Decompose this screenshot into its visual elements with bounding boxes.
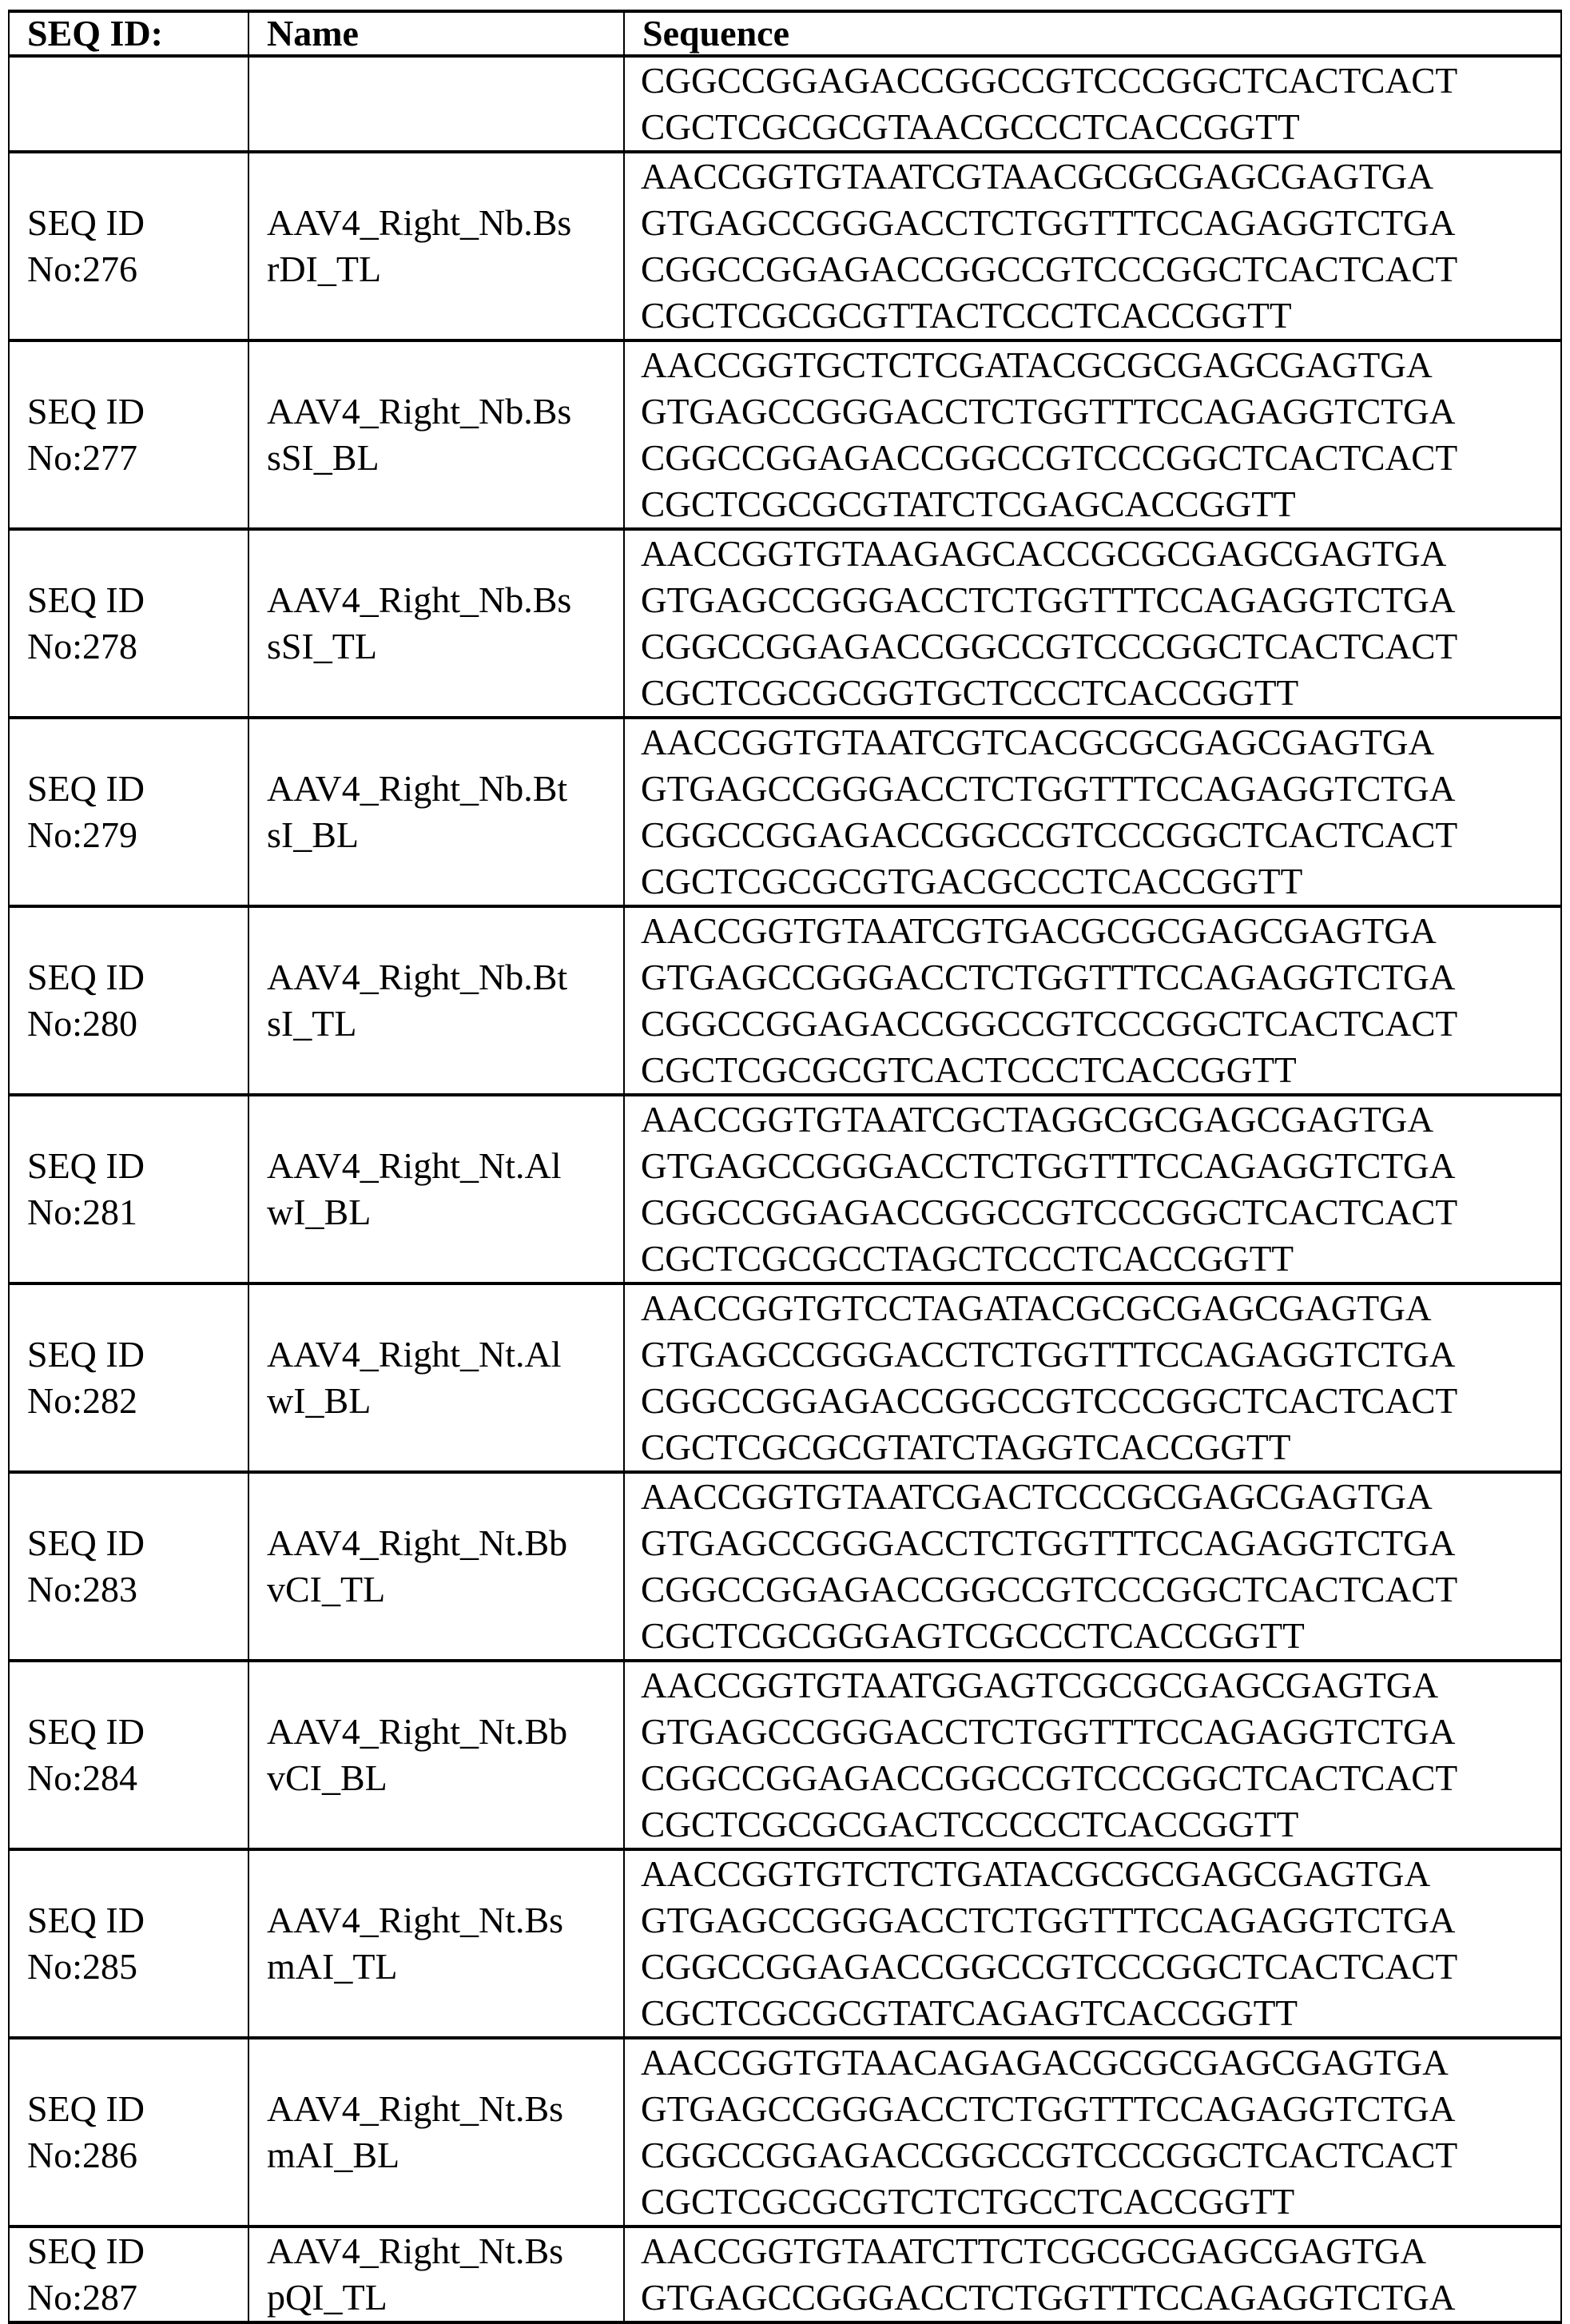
sequence-line: CGCTCGCGCGGTGCTCCCTCACCGGTT bbox=[641, 672, 1299, 713]
seq-id-line: SEQ ID bbox=[27, 1334, 145, 1375]
name-line: AAV4_Right_Nb.Bt bbox=[267, 957, 568, 997]
sequence-cell bbox=[624, 1472, 1561, 1661]
sequence-line: CGCTCGCGCCTAGCTCCCTCACCGGTT bbox=[641, 1238, 1294, 1279]
sequence-cell bbox=[624, 1095, 1561, 1283]
name-cell bbox=[248, 1661, 624, 1849]
sequence-line: CGCTCGCGCGTATCAGAGTCACCGGTT bbox=[641, 1992, 1298, 2033]
table-row bbox=[9, 340, 1561, 529]
table-row bbox=[9, 1661, 1561, 1849]
name-cell bbox=[248, 906, 624, 1095]
seq-id-cell bbox=[9, 906, 248, 1095]
sequence-line: CGCTCGCGCGTCTCTGCCTCACCGGTT bbox=[641, 2181, 1295, 2222]
name-cell bbox=[248, 2038, 624, 2227]
sequence-line: GTGAGCCGGGACCTCTGGTTTCCAGAGGTCTGA bbox=[641, 391, 1456, 432]
sequence-line: CGGCCGGAGACCGGCCGTCCCGGCTCACTCACT bbox=[641, 1192, 1458, 1232]
sequence-line: GTGAGCCGGGACCTCTGGTTTCCAGAGGTCTGA bbox=[641, 1711, 1456, 1752]
name-line: mAI_BL bbox=[267, 2135, 400, 2175]
seq-id-cell bbox=[9, 718, 248, 906]
seq-id-line: No:285 bbox=[27, 1946, 137, 1987]
name-line: AAV4_Right_Nt.Bb bbox=[267, 1522, 568, 1563]
sequence-line: CGCTCGCGCGTCACTCCCTCACCGGTT bbox=[641, 1049, 1297, 1090]
table-row bbox=[9, 152, 1561, 340]
table-row bbox=[9, 1472, 1561, 1661]
seq-id-cell bbox=[9, 1849, 248, 2038]
sequence-line: AACCGGTGTAATCTTCTCGCGCGAGCGAGTGA bbox=[641, 2230, 1427, 2271]
column-header-sequence: Sequence bbox=[624, 11, 1561, 56]
seq-id-line: SEQ ID bbox=[27, 768, 145, 809]
seq-id-cell bbox=[9, 1472, 248, 1661]
seq-id-line: SEQ ID bbox=[27, 1900, 145, 1940]
sequence-line: CGCTCGCGGGAGTCGCCCTCACCGGTT bbox=[641, 1615, 1305, 1656]
seq-id-line: No:283 bbox=[27, 1569, 137, 1610]
table-row bbox=[9, 529, 1561, 718]
name-line: AAV4_Right_Nb.Bs bbox=[267, 202, 572, 243]
name-line: AAV4_Right_Nt.Bb bbox=[267, 1711, 568, 1752]
sequence-line: AACCGGTGTAAGAGCACCGCGCGAGCGAGTGA bbox=[641, 533, 1447, 574]
seq-id-cell bbox=[9, 56, 248, 152]
sequence-line: AACCGGTGTAATCGCTAGGCGCGAGCGAGTGA bbox=[641, 1099, 1434, 1140]
sequence-line: CGGCCGGAGACCGGCCGTCCCGGCTCACTCACT bbox=[641, 626, 1458, 667]
sequence-line: AACCGGTGTAATCGTAACGCGCGAGCGAGTGA bbox=[641, 156, 1434, 197]
seq-id-line: No:280 bbox=[27, 1003, 137, 1044]
name-cell bbox=[248, 2227, 624, 2322]
sequence-line: CGGCCGGAGACCGGCCGTCCCGGCTCACTCACT bbox=[641, 1757, 1458, 1798]
seq-id-cell bbox=[9, 1661, 248, 1849]
sequence-line: AACCGGTGTCTCTGATACGCGCGAGCGAGTGA bbox=[641, 1853, 1431, 1894]
seq-id-line: SEQ ID bbox=[27, 391, 145, 432]
table-row bbox=[9, 2038, 1561, 2227]
sequence-line: AACCGGTGTAATGGAGTCGCGCGAGCGAGTGA bbox=[641, 1665, 1439, 1705]
name-cell bbox=[248, 1095, 624, 1283]
sequence-line: CGCTCGCGCGTATCTCGAGCACCGGTT bbox=[641, 484, 1296, 524]
name-cell bbox=[248, 718, 624, 906]
name-line: AAV4_Right_Nb.Bs bbox=[267, 391, 572, 432]
sequence-line: CGGCCGGAGACCGGCCGTCCCGGCTCACTCACT bbox=[641, 1946, 1458, 1987]
column-header-name: Name bbox=[248, 11, 624, 56]
seq-id-line: SEQ ID bbox=[27, 2088, 145, 2129]
sequence-line: CGGCCGGAGACCGGCCGTCCCGGCTCACTCACT bbox=[641, 60, 1458, 101]
sequence-cell bbox=[624, 1661, 1561, 1849]
name-line: AAV4_Right_Nt.Al bbox=[267, 1145, 562, 1186]
sequence-table bbox=[8, 10, 1562, 2324]
table-row bbox=[9, 1283, 1561, 1472]
name-line: AAV4_Right_Nb.Bt bbox=[267, 768, 568, 809]
name-cell bbox=[248, 152, 624, 340]
sequence-line: AACCGGTGTCCTAGATACGCGCGAGCGAGTGA bbox=[641, 1287, 1432, 1328]
sequence-cell bbox=[624, 340, 1561, 529]
name-cell bbox=[248, 1472, 624, 1661]
sequence-line: AACCGGTGCTCTCGATACGCGCGAGCGAGTGA bbox=[641, 344, 1433, 385]
name-line: AAV4_Right_Nb.Bs bbox=[267, 579, 572, 620]
sequence-line: GTGAGCCGGGACCTCTGGTTTCCAGAGGTCTGA bbox=[641, 768, 1456, 809]
seq-id-line: No:281 bbox=[27, 1192, 137, 1232]
name-line: AAV4_Right_Nt.Bs bbox=[267, 2230, 564, 2271]
name-line: vCI_TL bbox=[267, 1569, 386, 1610]
name-line: wI_BL bbox=[267, 1192, 372, 1232]
seq-id-line: No:282 bbox=[27, 1380, 137, 1421]
name-cell bbox=[248, 529, 624, 718]
sequence-line: CGGCCGGAGACCGGCCGTCCCGGCTCACTCACT bbox=[641, 249, 1458, 289]
sequence-line: GTGAGCCGGGACCTCTGGTTTCCAGAGGTCTGA bbox=[641, 1145, 1456, 1186]
seq-id-cell bbox=[9, 1095, 248, 1283]
seq-id-cell bbox=[9, 2227, 248, 2322]
sequence-line: CGCTCGCGCGTATCTAGGTCACCGGTT bbox=[641, 1427, 1291, 1467]
sequence-line: CGCTCGCGCGTAACGCCCTCACCGGTT bbox=[641, 106, 1300, 147]
seq-id-cell bbox=[9, 1283, 248, 1472]
table-row-continuation bbox=[9, 56, 1561, 152]
sequence-cell bbox=[624, 1849, 1561, 2038]
sequence-line: GTGAGCCGGGACCTCTGGTTTCCAGAGGTCTGA bbox=[641, 1522, 1456, 1563]
sequence-cell bbox=[624, 56, 1561, 152]
sequence-line: GTGAGCCGGGACCTCTGGTTTCCAGAGGTCTGA bbox=[641, 202, 1456, 243]
seq-id-line: No:286 bbox=[27, 2135, 137, 2175]
name-cell bbox=[248, 1849, 624, 2038]
seq-id-line: SEQ ID bbox=[27, 1711, 145, 1752]
name-line: vCI_BL bbox=[267, 1757, 388, 1798]
table-row bbox=[9, 1849, 1561, 2038]
sequence-line: CGCTCGCGCGACTCCCCCTCACCGGTT bbox=[641, 1804, 1299, 1844]
sequence-line: CGGCCGGAGACCGGCCGTCCCGGCTCACTCACT bbox=[641, 1380, 1458, 1421]
sequence-line: AACCGGTGTAATCGTGACGCGCGAGCGAGTGA bbox=[641, 910, 1437, 951]
seq-id-line: SEQ ID bbox=[27, 579, 145, 620]
seq-id-line: No:276 bbox=[27, 249, 137, 289]
name-line: wI_BL bbox=[267, 1380, 372, 1421]
name-cell bbox=[248, 1283, 624, 1472]
name-line: AAV4_Right_Nt.Bs bbox=[267, 2088, 564, 2129]
sequence-cell bbox=[624, 718, 1561, 906]
sequence-line: GTGAGCCGGGACCTCTGGTTTCCAGAGGTCTGA bbox=[641, 1900, 1456, 1940]
sequence-line: GTGAGCCGGGACCTCTGGTTTCCAGAGGTCTGA bbox=[641, 579, 1456, 620]
sequence-line: GTGAGCCGGGACCTCTGGTTTCCAGAGGTCTGA bbox=[641, 1334, 1456, 1375]
seq-id-cell bbox=[9, 340, 248, 529]
sequence-line: AACCGGTGTAATCGTCACGCGCGAGCGAGTGA bbox=[641, 722, 1435, 762]
name-line: sSI_BL bbox=[267, 437, 380, 478]
table-header-row bbox=[9, 11, 1561, 56]
sequence-line: CGCTCGCGCGTTACTCCCTCACCGGTT bbox=[641, 295, 1292, 336]
sequence-line: CGGCCGGAGACCGGCCGTCCCGGCTCACTCACT bbox=[641, 2135, 1458, 2175]
seq-id-line: No:284 bbox=[27, 1757, 137, 1798]
seq-id-line: SEQ ID bbox=[27, 2230, 145, 2271]
name-line: AAV4_Right_Nt.Al bbox=[267, 1334, 562, 1375]
sequence-cell bbox=[624, 2227, 1561, 2322]
name-cell bbox=[248, 340, 624, 529]
seq-id-cell bbox=[9, 152, 248, 340]
name-line: sI_TL bbox=[267, 1003, 357, 1044]
sequence-line: CGGCCGGAGACCGGCCGTCCCGGCTCACTCACT bbox=[641, 1569, 1458, 1610]
sequence-line: AACCGGTGTAACAGAGACGCGCGAGCGAGTGA bbox=[641, 2042, 1449, 2083]
column-header-seq-id: SEQ ID: bbox=[9, 11, 248, 56]
name-line: sSI_TL bbox=[267, 626, 377, 667]
sequence-line: CGGCCGGAGACCGGCCGTCCCGGCTCACTCACT bbox=[641, 1003, 1458, 1044]
table-row bbox=[9, 906, 1561, 1095]
name-line: mAI_TL bbox=[267, 1946, 398, 1987]
seq-id-cell bbox=[9, 2038, 248, 2227]
name-line: pQI_TL bbox=[267, 2277, 388, 2318]
sequence-line: GTGAGCCGGGACCTCTGGTTTCCAGAGGTCTGA bbox=[641, 957, 1456, 997]
sequence-cell bbox=[624, 152, 1561, 340]
name-line: sI_BL bbox=[267, 814, 359, 855]
table-row bbox=[9, 1095, 1561, 1283]
name-cell bbox=[248, 56, 624, 152]
sequence-line: CGGCCGGAGACCGGCCGTCCCGGCTCACTCACT bbox=[641, 437, 1458, 478]
seq-id-line: No:279 bbox=[27, 814, 137, 855]
seq-id-line: SEQ ID bbox=[27, 1522, 145, 1563]
seq-id-cell bbox=[9, 529, 248, 718]
table-row bbox=[9, 718, 1561, 906]
sequence-line: CGGCCGGAGACCGGCCGTCCCGGCTCACTCACT bbox=[641, 814, 1458, 855]
sequence-cell bbox=[624, 529, 1561, 718]
table-row bbox=[9, 2227, 1561, 2322]
sequence-line: GTGAGCCGGGACCTCTGGTTTCCAGAGGTCTGA bbox=[641, 2088, 1456, 2129]
seq-id-line: SEQ ID bbox=[27, 1145, 145, 1186]
sequence-line: CGCTCGCGCGTGACGCCCTCACCGGTT bbox=[641, 861, 1303, 901]
name-line: AAV4_Right_Nt.Bs bbox=[267, 1900, 564, 1940]
seq-id-line: SEQ ID bbox=[27, 957, 145, 997]
seq-id-line: No:287 bbox=[27, 2277, 137, 2318]
seq-id-line: No:277 bbox=[27, 437, 137, 478]
seq-id-line: No:278 bbox=[27, 626, 137, 667]
seq-id-line: SEQ ID bbox=[27, 202, 145, 243]
sequence-cell bbox=[624, 2038, 1561, 2227]
sequence-line: AACCGGTGTAATCGACTCCCGCGAGCGAGTGA bbox=[641, 1476, 1433, 1517]
sequence-line: GTGAGCCGGGACCTCTGGTTTCCAGAGGTCTGA bbox=[641, 2277, 1456, 2318]
sequence-cell bbox=[624, 906, 1561, 1095]
name-line: rDI_TL bbox=[267, 249, 382, 289]
sequence-cell bbox=[624, 1283, 1561, 1472]
